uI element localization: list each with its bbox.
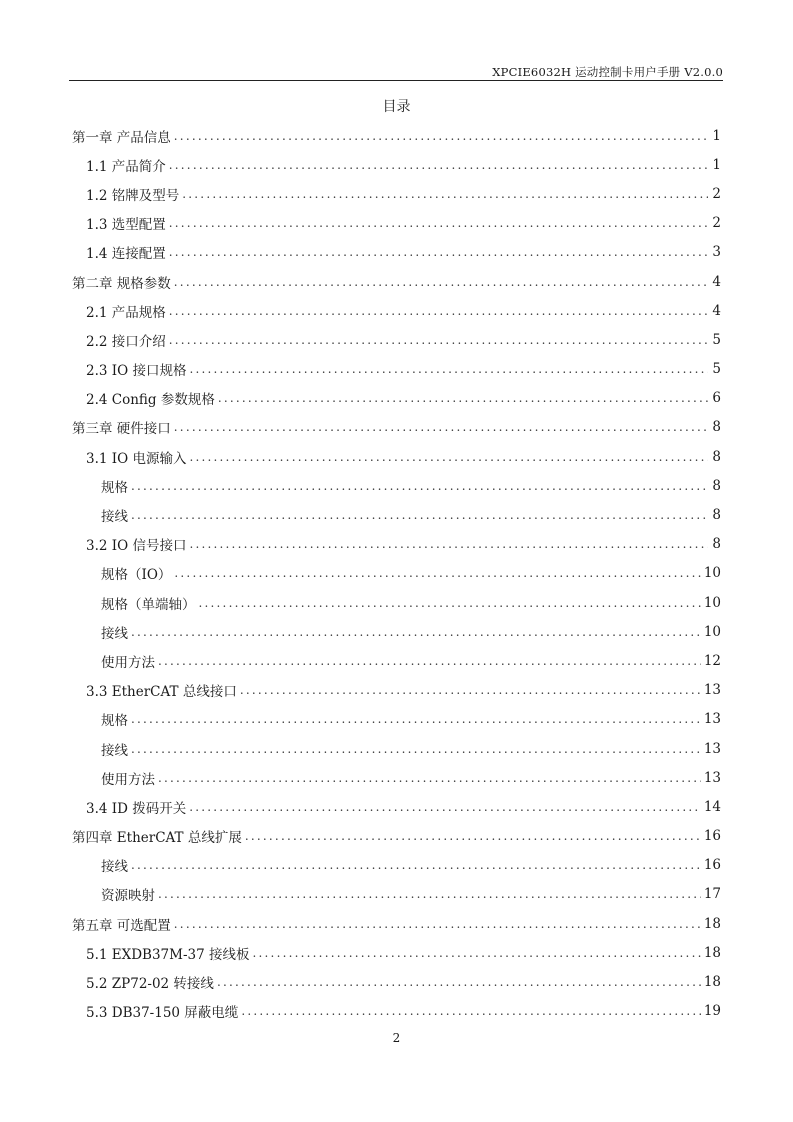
- toc-entry[interactable]: [69, 530, 723, 559]
- toc-entry-page: 5: [712, 361, 721, 378]
- header-title: XPCIE6032H 运动控制卡用户手册 V2.0.0: [492, 65, 723, 79]
- toc-entry-page: 18: [703, 915, 721, 932]
- toc-entry-label: 规格（IO）: [101, 567, 172, 584]
- toc-entry-page: 13: [703, 711, 721, 728]
- toc-entry[interactable]: [69, 909, 723, 938]
- toc-entry-page: 2: [712, 185, 721, 202]
- toc-entry-page: 8: [712, 507, 721, 524]
- toc-entry-label: 1.1 产品简介: [86, 158, 166, 175]
- toc-entry-label: 第一章 产品信息: [72, 129, 171, 146]
- toc-leader-dots: [174, 275, 708, 289]
- toc-entry[interactable]: [69, 325, 723, 354]
- toc-leader-dots: [158, 887, 701, 901]
- toc-entry-page: 14: [703, 798, 721, 815]
- toc-leader-dots: [169, 158, 708, 172]
- toc-entry-page: 6: [712, 390, 721, 407]
- toc-entry[interactable]: [69, 792, 723, 821]
- toc-entry-page: 16: [703, 828, 721, 845]
- toc-entry[interactable]: [69, 471, 723, 500]
- toc-leader-dots: [241, 1004, 701, 1018]
- toc-entry-label: 2.1 产品规格: [86, 304, 166, 321]
- toc-leader-dots: [169, 304, 708, 318]
- toc-leader-dots: [245, 829, 701, 843]
- toc-entry[interactable]: [69, 384, 723, 413]
- toc-entry-page: 8: [712, 477, 721, 494]
- toc-entry-label: 1.4 连接配置: [86, 246, 166, 263]
- toc-leader-dots: [158, 771, 701, 785]
- toc-entry-label: 1.3 选型配置: [86, 217, 166, 234]
- toc-entry-label: 第五章 可选配置: [72, 917, 171, 934]
- toc-entry-page: 10: [703, 623, 721, 640]
- toc-entry[interactable]: [69, 734, 723, 763]
- toc-leader-dots: [169, 333, 708, 347]
- toc-entry-label: 第三章 硬件接口: [72, 421, 171, 438]
- toc-leader-dots: [174, 420, 708, 434]
- toc-entry-page: 1: [712, 127, 721, 144]
- toc-entry-page: 19: [703, 1003, 721, 1020]
- toc-entry-page: 4: [712, 302, 721, 319]
- toc-entry[interactable]: [69, 355, 723, 384]
- toc-entry[interactable]: [69, 442, 723, 471]
- toc-entry[interactable]: [69, 500, 723, 529]
- toc-entry-page: 18: [703, 944, 721, 961]
- toc-leader-dots: [131, 742, 701, 756]
- toc-entry-label: 使用方法: [101, 771, 155, 788]
- toc-entry-label: 5.2 ZP72-02 转接线: [86, 976, 214, 993]
- toc-entry[interactable]: [69, 763, 723, 792]
- toc-entry[interactable]: [69, 588, 723, 617]
- toc-entry-page: 12: [703, 652, 721, 669]
- toc-entry-label: 5.1 EXDB37M-37 接线板: [86, 946, 250, 963]
- toc-leader-dots: [240, 683, 701, 697]
- toc-entry[interactable]: [69, 209, 723, 238]
- toc-entry-label: 3.1 IO 电源输入: [86, 450, 187, 467]
- toc-entry-label: 2.4 Config 参数规格: [86, 392, 215, 409]
- toc-entry[interactable]: [69, 296, 723, 325]
- toc-entry-page: 18: [703, 974, 721, 991]
- toc-entry[interactable]: [69, 851, 723, 880]
- toc-entry-page: 1: [712, 156, 721, 173]
- toc-entry-page: 2: [712, 215, 721, 232]
- toc-leader-dots: [174, 917, 701, 931]
- toc-entry[interactable]: [69, 938, 723, 967]
- toc-leader-dots: [131, 508, 708, 522]
- toc-entry-label: 3.2 IO 信号接口: [86, 538, 187, 555]
- toc-title: 目录: [382, 99, 411, 115]
- toc-entry[interactable]: [69, 559, 723, 588]
- toc-entry-page: 4: [712, 273, 721, 290]
- toc-leader-dots: [158, 654, 701, 668]
- toc-entry-page: 3: [712, 244, 721, 261]
- toc-leader-dots: [174, 129, 708, 143]
- toc-leader-dots: [218, 391, 708, 405]
- toc-entry[interactable]: [69, 413, 723, 442]
- toc-entry-label: 接线: [101, 509, 128, 526]
- toc-entry[interactable]: [69, 676, 723, 705]
- toc-entry[interactable]: [69, 997, 723, 1026]
- toc-entry[interactable]: [69, 617, 723, 646]
- toc-entry[interactable]: [69, 238, 723, 267]
- toc-entry[interactable]: [69, 967, 723, 996]
- toc-entry-page: 13: [703, 740, 721, 757]
- toc-leader-dots: [131, 712, 701, 726]
- toc-leader-dots: [199, 596, 701, 610]
- toc-entry-page: 13: [703, 769, 721, 786]
- table-of-contents: [69, 121, 723, 1026]
- toc-entry-page: 10: [703, 565, 721, 582]
- toc-entry-label: 2.2 接口介绍: [86, 333, 166, 350]
- toc-entry-label: 使用方法: [101, 654, 155, 671]
- toc-entry[interactable]: [69, 179, 723, 208]
- toc-leader-dots: [182, 187, 708, 201]
- toc-entry-label: 2.3 IO 接口规格: [86, 363, 187, 380]
- toc-leader-dots: [189, 537, 708, 551]
- toc-leader-dots: [189, 362, 708, 376]
- page-number: 2: [392, 1031, 401, 1045]
- toc-entry-label: 接线: [101, 625, 128, 642]
- toc-leader-dots: [217, 975, 701, 989]
- toc-entry[interactable]: [69, 822, 723, 851]
- toc-entry[interactable]: [69, 880, 723, 909]
- toc-leader-dots: [169, 245, 708, 259]
- toc-entry-label: 接线: [101, 859, 128, 876]
- toc-entry-label: 规格: [101, 479, 128, 496]
- toc-leader-dots: [131, 858, 701, 872]
- toc-entry-page: 5: [712, 331, 721, 348]
- toc-leader-dots: [189, 800, 701, 814]
- toc-entry-page: 8: [712, 536, 721, 553]
- toc-entry-label: 资源映射: [101, 888, 155, 905]
- toc-entry[interactable]: [69, 646, 723, 675]
- toc-entry-page: 17: [703, 886, 721, 903]
- toc-entry-label: 第四章 EtherCAT 总线扩展: [72, 830, 242, 847]
- page-header: [69, 62, 723, 81]
- toc-entry-label: 第二章 规格参数: [72, 275, 171, 292]
- toc-entry-label: 5.3 DB37-150 屏蔽电缆: [86, 1005, 239, 1022]
- toc-entry-page: 13: [703, 682, 721, 699]
- toc-entry-page: 16: [703, 857, 721, 874]
- toc-entry[interactable]: [69, 705, 723, 734]
- toc-leader-dots: [169, 216, 708, 230]
- toc-leader-dots: [131, 625, 701, 639]
- toc-entry-page: 8: [712, 448, 721, 465]
- toc-entry-label: 规格（单端轴）: [101, 596, 196, 613]
- toc-leader-dots: [131, 479, 708, 493]
- toc-entry-page: 8: [712, 419, 721, 436]
- toc-leader-dots: [253, 946, 701, 960]
- toc-entry-label: 接线: [101, 742, 128, 759]
- toc-entry-label: 规格: [101, 713, 128, 730]
- toc-entry[interactable]: [69, 121, 723, 150]
- toc-entry-label: 3.4 ID 拨码开关: [86, 800, 187, 817]
- toc-leader-dots: [189, 450, 708, 464]
- toc-entry-label: 3.3 EtherCAT 总线接口: [86, 684, 237, 701]
- toc-leader-dots: [174, 566, 700, 580]
- toc-entry[interactable]: [69, 150, 723, 179]
- toc-entry-label: 1.2 铭牌及型号: [86, 187, 180, 204]
- toc-entry-page: 10: [703, 594, 721, 611]
- toc-entry[interactable]: [69, 267, 723, 296]
